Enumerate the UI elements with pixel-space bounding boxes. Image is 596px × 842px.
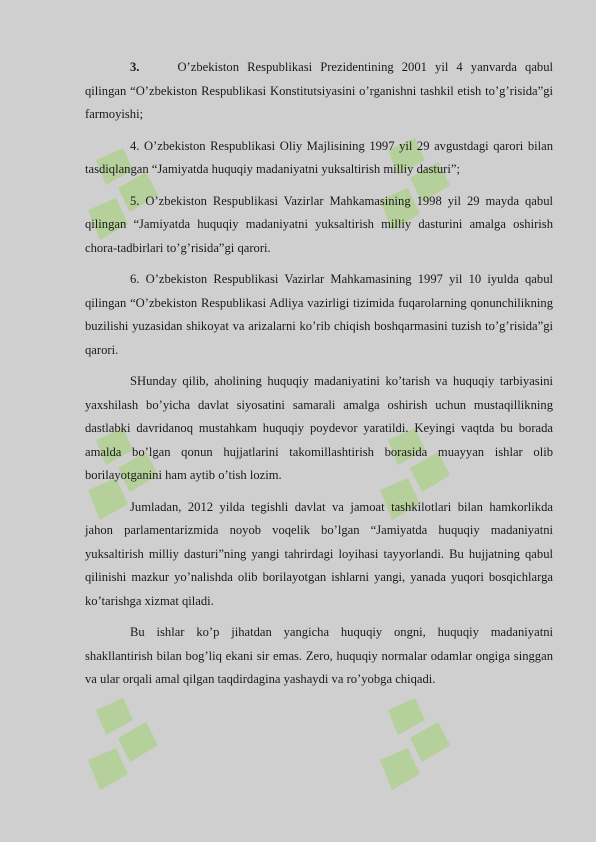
paragraph-6: Jumladan, 2012 yilda tegishli davlat va jamoat tashkilotlari bilan hamkorlikda jahon parlamentarizmida noyob voqelik bo’lgan “Jamiyatda huquqiy madaniyatni yuksaltirish milliy dasturi”ning yangi tahrirdagi loyihasi tayyorlandi. Bu hujjatning qabul qilinishi mazkur yo’nalishda olib borilayotgan ishlarni yangi, yanada yuqori bosqichlarga ko’tarishga xizmat qiladi. bbox=[85, 499, 553, 608]
paragraph-1 bbox=[85, 56, 553, 127]
paragraph-3: 5. O’zbekiston Respublikasi Vazirlar Mahkamasining 1998 yil 29 mayda qabul qilingan “Jamiyatda huquqiy madaniyatni yuksaltirish milliy dasturini amalga oshirish chora-tadbirlari to’g’risida”gi qarori. bbox=[85, 193, 553, 255]
paragraph-4: 6. O’zbekiston Respublikasi Vazirlar Mahkamasining 1997 yil 10 iyulda qabul qilingan “O’zbekiston Respublikasi Adliya vazirligi tizimida fuqarolarning qonunchilikning buzilishi yuzasidan shikoyat va arizalarni ko’rib chiqish boshqarmasini tuzish to’g’risida”gi qarori. bbox=[85, 272, 553, 357]
watermark-logo-icon bbox=[370, 690, 490, 810]
watermark-logo-icon bbox=[78, 690, 198, 810]
paragraph-number: 3. bbox=[130, 60, 140, 74]
paragraph-2: 4. O’zbekiston Respublikasi Oliy Majlisining 1997 yil 29 avgustdagi qarori bilan tasdiqlangan “Jamiyatda huquqiy madaniyatni yuksaltirish milliy dasturi”; bbox=[85, 138, 553, 176]
paragraph-7: Bu ishlar ko’p jihatdan yangicha huquqiy ongni, huquqiy madaniyatni shakllantirish bilan bog’liq ekani sir emas. Zero, huquqiy normalar odamlar ongiga singgan va ular orqali amal qilgan taqdirdagina yashaydi va ro’yobga chiqadi. bbox=[85, 625, 553, 686]
paragraph-5: SHunday qilib, aholining huquqiy madaniyatini ko’tarish va huquqiy tarbiyasini yaxshilash bo’yicha davlat siyosatini samarali amalga oshirish uchun mustaqillikning dastlabki davridanoq mustahkam huquqiy poydevor yaratildi. Keyingi vaqtda bu borada amalda bo’lgan qonun hujjatlarini takomillashtirish borasida muayyan ishlar olib borilayotganini ham aytib o’tish lozim. bbox=[85, 374, 553, 482]
paragraph-text: O’zbekiston Respublikasi Prezidentining 2001 yil 4 yanvarda qabul qilingan “O’zbekiston Respublikasi Konstitutsiyasini o’rganishni tashkil etish to’g’risida”gi farmoyishi; bbox=[85, 60, 553, 121]
document-body bbox=[85, 56, 553, 700]
